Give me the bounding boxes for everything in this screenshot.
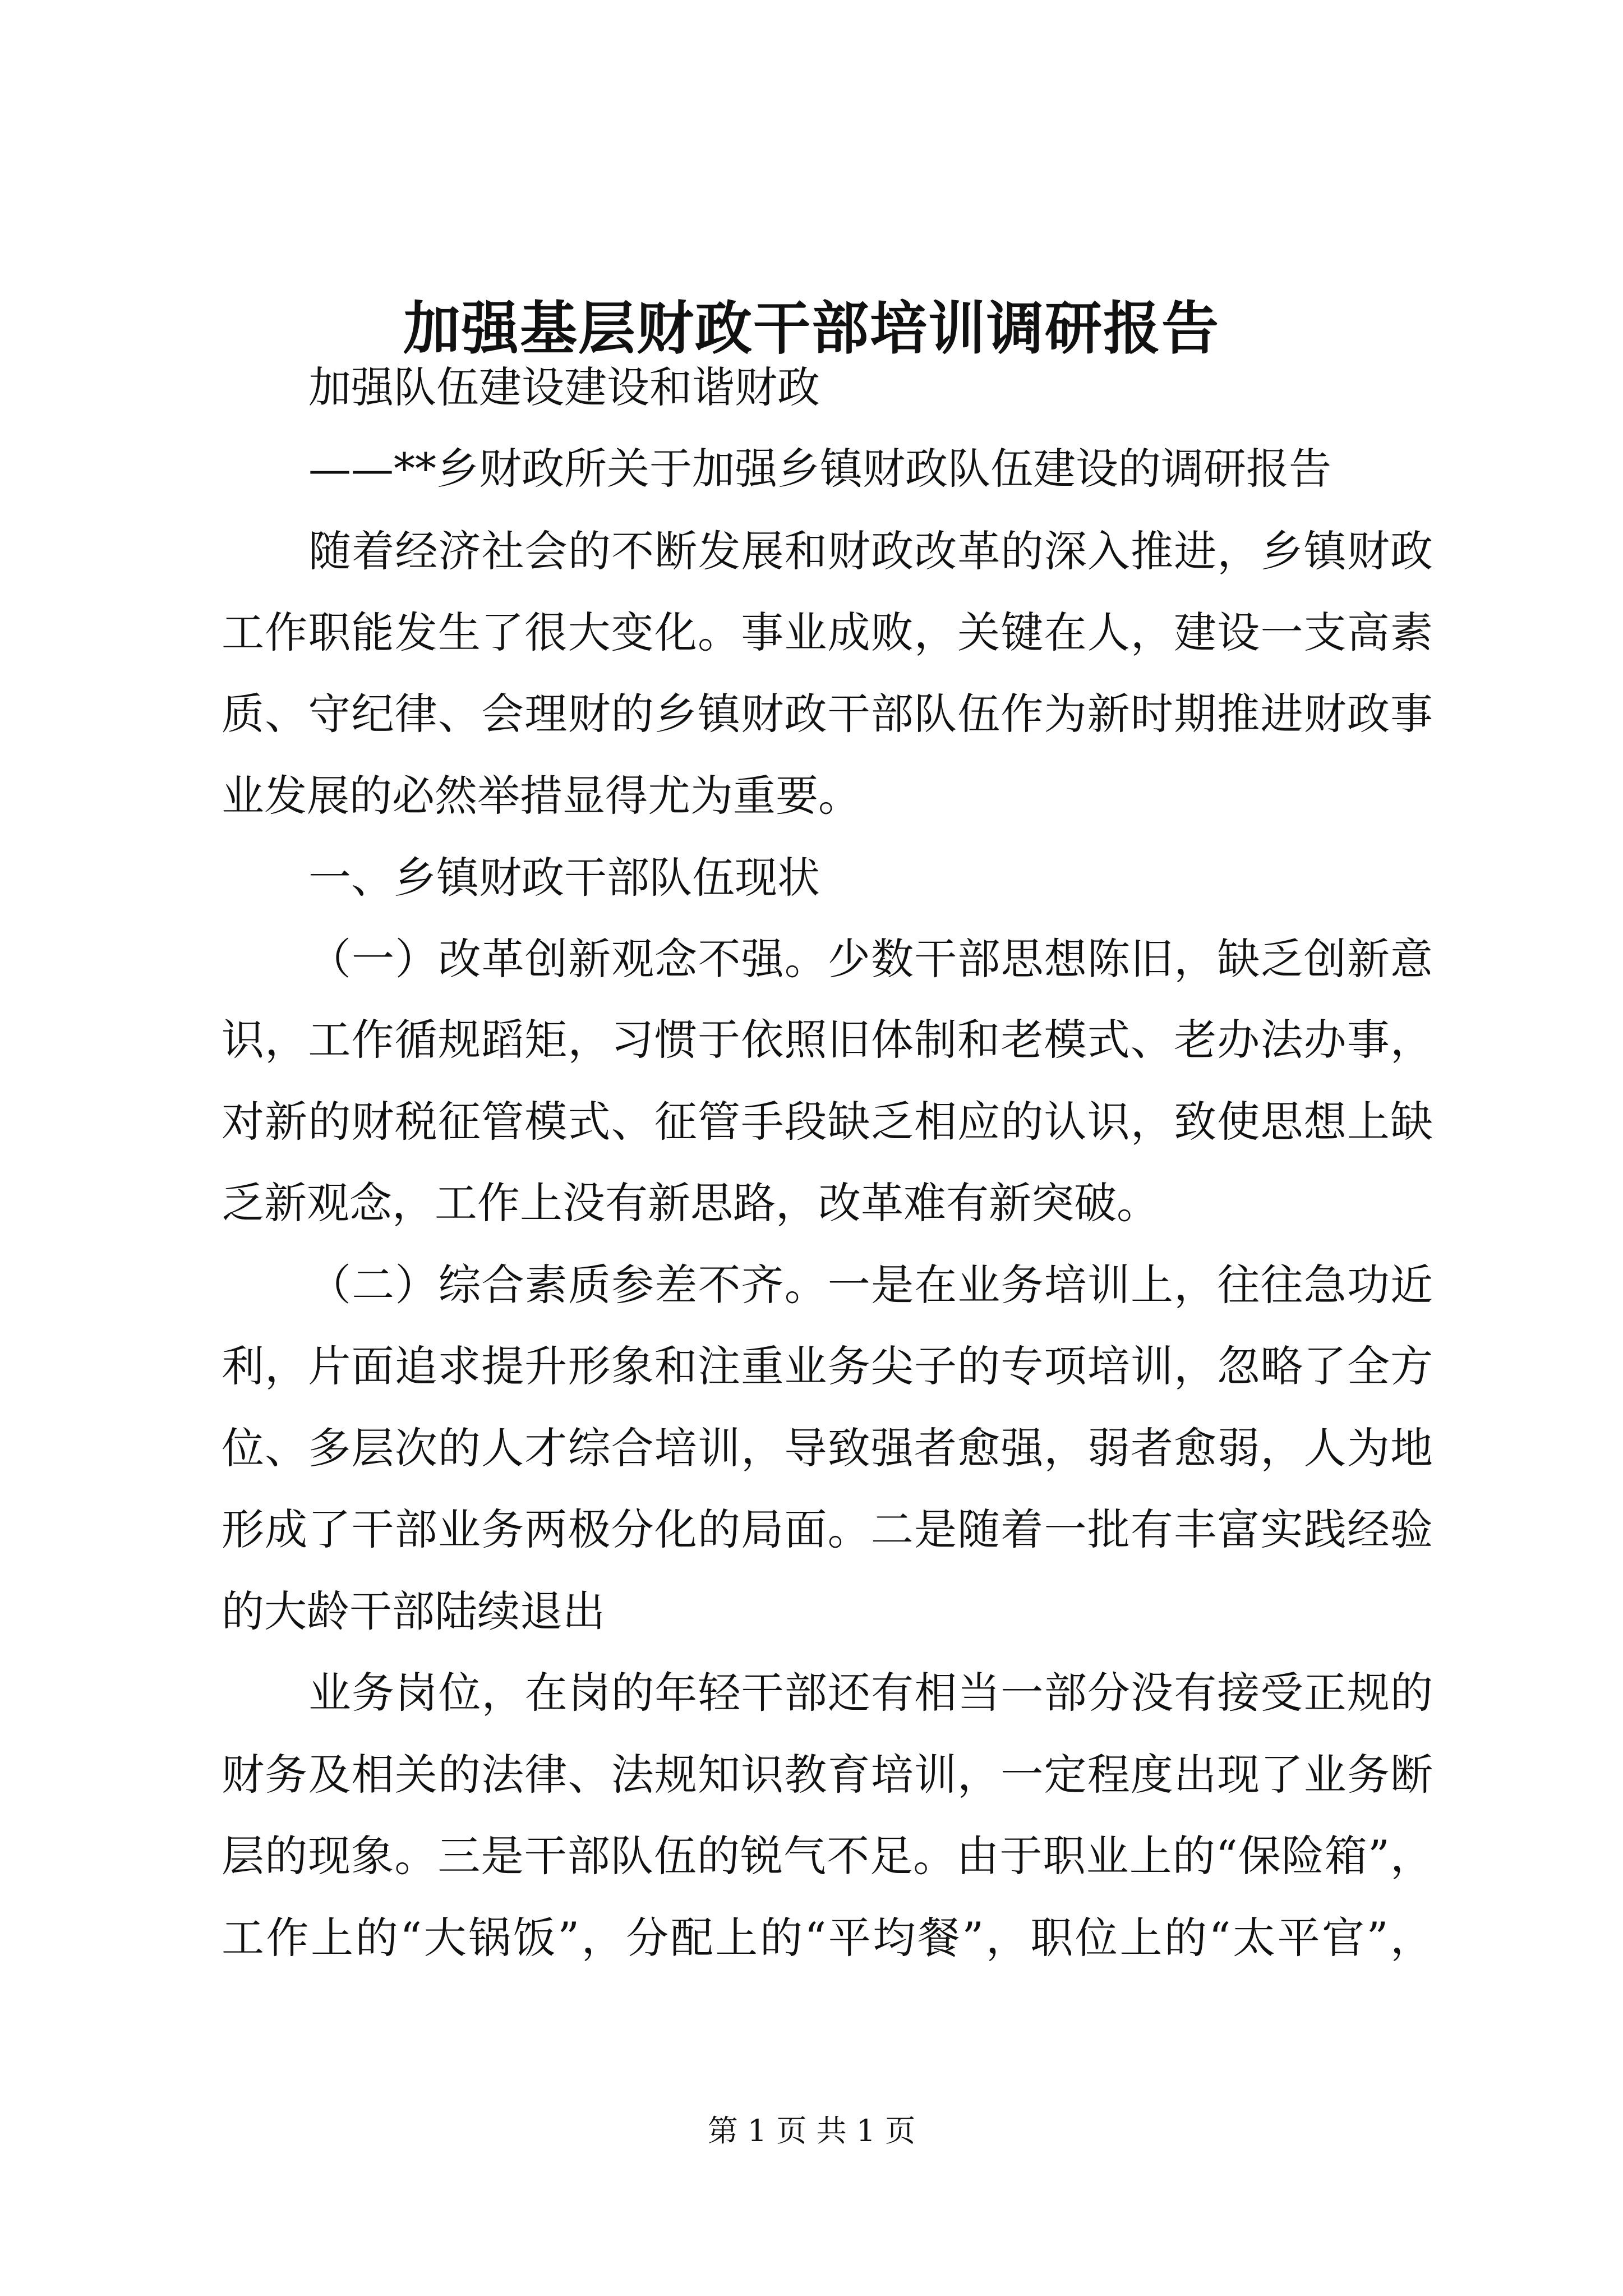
paragraph-line: 乏新观念，工作上没有新思路，改革难有新突破。 [222, 1178, 1159, 1228]
subtitle-line: 加强队伍建设建设和谐财政 [308, 362, 820, 412]
paragraph-line: 业务岗位，在岗的年轻干部还有相当一部分没有接受正规的 [308, 1668, 1433, 1718]
document-title: 加强基层财政干部培训调研报告 [403, 295, 1220, 362]
page-footer: 第 1 页 共 1 页 [707, 2113, 916, 2148]
paragraph-line: 业发展的必然举措显得尤为重要。 [222, 771, 861, 821]
subtitle-line: ——**乡财政所关于加强乡镇财政队伍建设的调研报告 [308, 444, 1331, 494]
paragraph-line: 层的现象。三是干部队伍的锐气不足。由于职业上的“保险箱”， [222, 1831, 1433, 1881]
paragraph-line: 的大龄干部陆续退出 [222, 1586, 605, 1636]
paragraph-line: 识，工作循规蹈矩，习惯于依照旧体制和老模式、老办法办事， [222, 1015, 1433, 1065]
paragraph-line: （二）综合素质参差不齐。一是在业务培训上，往往急功近 [308, 1260, 1433, 1310]
paragraph-line: 随着经济社会的不断发展和财政改革的深入推进，乡镇财政 [308, 526, 1433, 576]
paragraph-line: （一）改革创新观念不强。少数干部思想陈旧，缺乏创新意 [308, 934, 1433, 984]
paragraph-line: 工作上的“大锅饭”，分配上的“平均餐”，职位上的“太平官”， [222, 1913, 1433, 1963]
paragraph-line: 工作职能发生了很大变化。事业成败，关键在人，建设一支高素 [222, 608, 1433, 657]
section-heading: 一、乡镇财政干部队伍现状 [308, 853, 820, 903]
paragraph-line: 形成了干部业务两极分化的局面。二是随着一批有丰富实践经验 [222, 1504, 1433, 1554]
paragraph-line: 位、多层次的人才综合培训，导致强者愈强，弱者愈弱，人为地 [222, 1423, 1433, 1473]
paragraph-line: 利，片面追求提升形象和注重业务尖子的专项培训，忽略了全方 [222, 1341, 1433, 1391]
paragraph-line: 质、守纪律、会理财的乡镇财政干部队伍作为新时期推进财政事 [222, 689, 1433, 739]
paragraph-line: 对新的财税征管模式、征管手段缺乏相应的认识，致使思想上缺 [222, 1097, 1433, 1147]
paragraph-line: 财务及相关的法律、法规知识教育培训，一定程度出现了业务断 [222, 1750, 1433, 1800]
